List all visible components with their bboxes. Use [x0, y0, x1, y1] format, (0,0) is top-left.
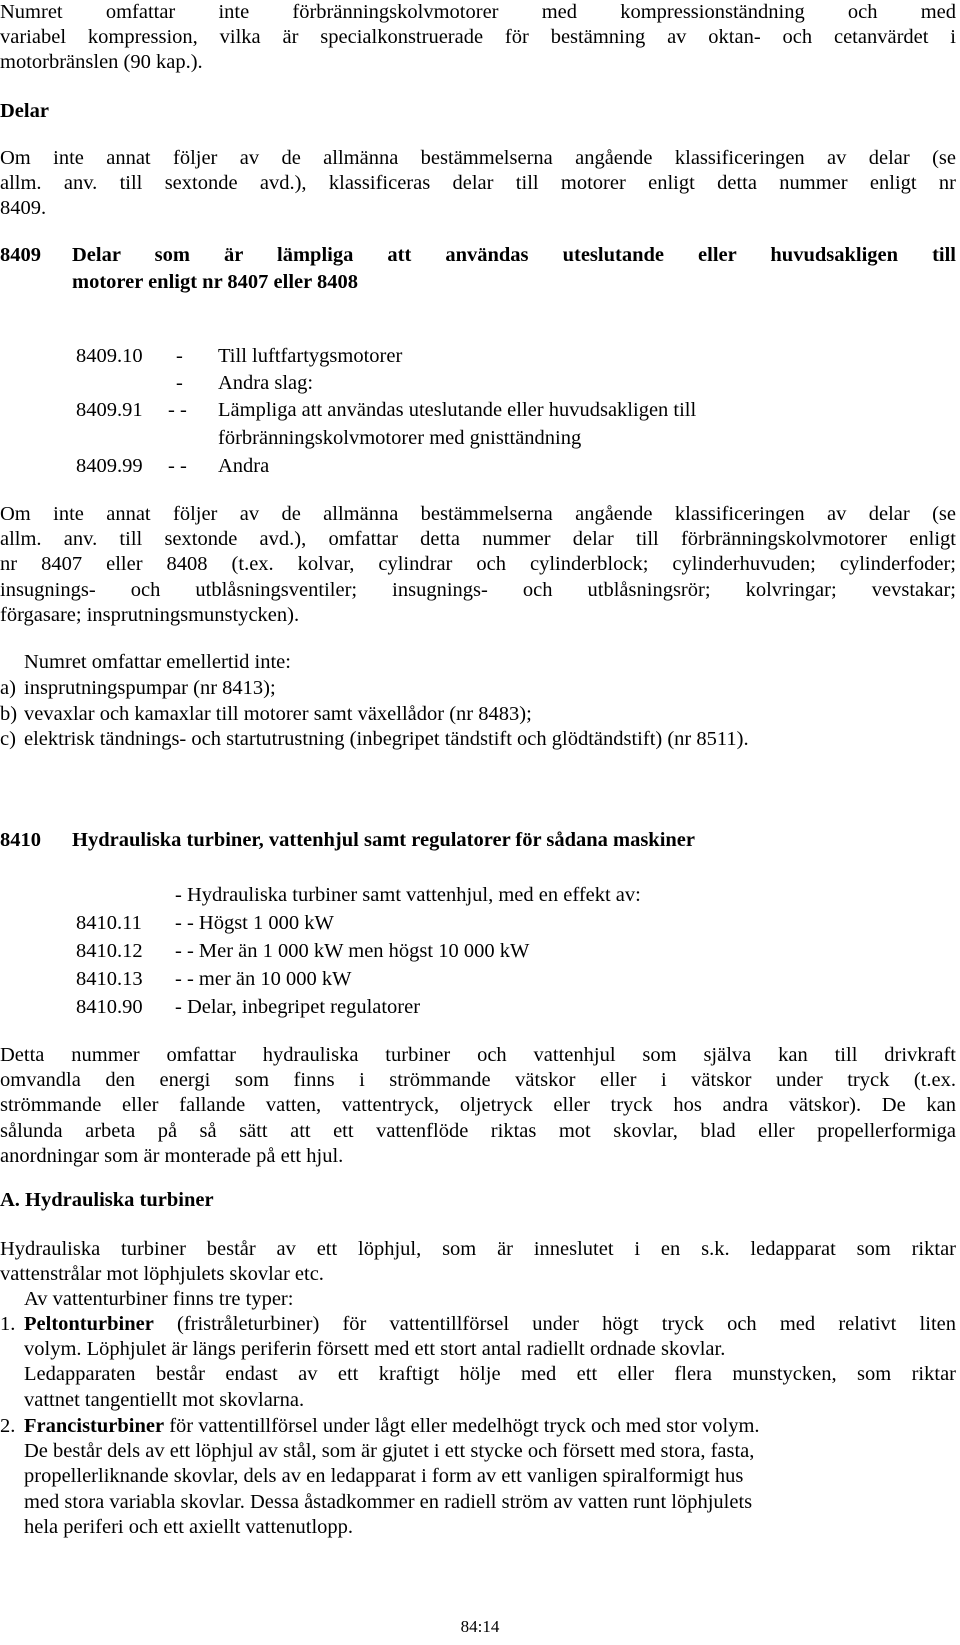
tariff-desc: förbränningskolvmotorer med gnisttändning — [218, 427, 582, 449]
type-number: 1. — [0, 1313, 16, 1335]
tariff-code: 8409.91 — [76, 399, 143, 421]
delar-heading: Delar — [0, 100, 49, 122]
exclusion-text: elektrisk tändnings- och startutrustning (inbegripet tändstift och glödtändstift) (nr 8511). — [24, 728, 749, 750]
section-a-heading: A. Hydrauliska turbiner — [0, 1189, 214, 1211]
tariff-code: 8409.10 — [76, 345, 143, 367]
type-paragraph — [24, 1312, 956, 1413]
exclusion-letter: a) — [0, 677, 16, 699]
section-a-paragraph — [0, 1237, 956, 1287]
delar-line: 8409. — [0, 197, 47, 220]
tariff-desc: Andra — [218, 455, 270, 477]
type-name: Peltonturbiner — [24, 1313, 154, 1335]
type-first-rest: (fristråleturbiner) för vattentillförsel under högt tryck och med relativt liten — [153, 1313, 956, 1335]
heading-text: Hydrauliska turbiner, vattenhjul samt regulatorer för sådana maskiner — [72, 829, 696, 851]
exclusion-text: vevaxlar och kamaxlar till motorer samt växellådor (nr 8483); — [24, 703, 532, 725]
heading-number: 8410 — [0, 829, 41, 851]
type-line: propellerliknande skovlar, dels av en ledapparat i form av ett vanligen spiralformigt hus — [24, 1465, 744, 1488]
paragraph-8409 — [0, 502, 956, 628]
type-line: Ledapparaten består endast av ett kraftigt hölje med ett eller flera munstycken, som riktar — [24, 1363, 956, 1386]
exclusion-letter: c) — [0, 728, 16, 750]
intro-paragraph — [0, 0, 956, 76]
para-line: allm. anv. till sextonde avd.), omfattar detta nummer delar till förbränningskolvmotorer enligt — [0, 528, 956, 551]
type-line: hela periferi och ett axiellt vattenutlopp. — [24, 1515, 354, 1538]
type-paragraph — [24, 1414, 956, 1540]
tariff-desc: Till luftfartygsmotorer — [218, 345, 403, 367]
para-line: sålunda arbeta på så sätt att ett vattenflöde riktas mot skovlar, blad eller propellerformiga — [0, 1119, 956, 1142]
type-line: vattnet tangentiellt mot skovlarna. — [24, 1388, 305, 1411]
tariff-code: 8410.90 — [76, 996, 143, 1018]
tariff-dash: - — [176, 345, 183, 367]
tariff-dash: - - — [168, 399, 187, 421]
para-line: omvandla den energi som finns i strömmande vätskor eller i vätskor under tryck (t.ex. — [0, 1069, 956, 1092]
types-intro: Av vattenturbiner finns tre typer: — [24, 1288, 294, 1310]
tariff-desc: - - Mer än 1 000 kW men högst 10 000 kW — [175, 940, 530, 962]
para-line: strömmande eller fallande vatten, vattentryck, oljetryck eller tryck hos andra vätskor). De kan — [0, 1094, 956, 1117]
type-line: De består dels av ett löphjul av stål, som är gjutet i ett stycke och försett med stora, fasta, — [24, 1440, 755, 1463]
para-line: insugnings- och utblåsningsventiler; insugnings- och utblåsningsrör; kolvringar; vevstakar; — [0, 578, 956, 601]
tariff-desc: - - Högst 1 000 kW — [175, 912, 334, 934]
type-name: Francisturbiner — [24, 1415, 165, 1437]
delar-line: allm. anv. till sextonde avd.), klassificeras delar till motorer enligt detta nummer enligt nr — [0, 172, 956, 195]
tariff-desc: Lämpliga att användas uteslutande eller huvudsakligen till — [218, 399, 697, 421]
heading-line: motorer enligt nr 8407 eller 8408 — [72, 271, 358, 293]
tariff-dash: - - — [168, 455, 187, 477]
heading-line: Delar som är lämpliga att användas uteslutande eller huvudsakligen till — [72, 244, 956, 266]
page-number: 84:14 — [460, 1617, 500, 1636]
exclusions-intro: Numret omfattar emellertid inte: — [24, 651, 291, 673]
para-line: Hydrauliska turbiner består av ett löphjul, som är inneslutet i en s.k. ledapparat som riktar — [0, 1238, 956, 1260]
intro-line: Numret omfattar inte förbränningskolvmotorer med kompressionständning och med — [0, 1, 956, 23]
tariff-desc: - Delar, inbegripet regulatorer — [175, 996, 421, 1018]
type-first-line — [24, 1414, 956, 1439]
tariff-code: 8409.99 — [76, 455, 143, 477]
type-line: volym. Löphjulet är längs periferin försett med ett stort antal radiellt ordnade skovlar. — [24, 1338, 726, 1361]
para-line: Detta nummer omfattar hydrauliska turbiner och vattenhjul som själva kan till drivkraft — [0, 1044, 956, 1066]
tariff-code: 8410.13 — [76, 968, 143, 990]
heading-text — [72, 243, 956, 297]
delar-paragraph — [0, 146, 956, 222]
paragraph-8410 — [0, 1043, 956, 1169]
para-line: vattenstrålar mot löphjulets skovlar etc. — [0, 1263, 324, 1286]
para-line: förgasare; insprutningsmunstycken). — [0, 603, 300, 626]
tariff-desc: - Hydrauliska turbiner samt vattenhjul, med en effekt av: — [175, 884, 641, 906]
type-first-rest: för vattentillförsel under lågt eller medelhögt tryck och med stor volym. — [164, 1415, 760, 1437]
tariff-dash: - — [176, 372, 183, 394]
heading-number: 8409 — [0, 244, 41, 266]
para-line: nr 8407 eller 8408 (t.ex. kolvar, cylindrar och cylinderblock; cylinderhuvuden; cylinderfoder; — [0, 553, 956, 576]
heading-8409 — [0, 243, 956, 297]
type-first-line — [24, 1312, 956, 1337]
intro-line: variabel kompression, vilka är specialkonstruerade för bestämning av oktan- och cetanvärdet i — [0, 26, 956, 49]
type-line: med stora variabla skovlar. Dessa åstadkommer en radiell ström av vatten runt löphjulets — [24, 1490, 753, 1513]
intro-line: motorbränslen (90 kap.). — [0, 51, 203, 74]
tariff-code: 8410.11 — [76, 912, 142, 934]
exclusion-letter: b) — [0, 703, 18, 725]
tariff-desc: Andra slag: — [218, 372, 314, 394]
tariff-desc: - - mer än 10 000 kW — [175, 968, 352, 990]
type-number: 2. — [0, 1415, 16, 1437]
delar-line: Om inte annat följer av de allmänna bestämmelserna angående klassificeringen av delar (se — [0, 147, 956, 169]
tariff-code: 8410.12 — [76, 940, 143, 962]
para-line: anordningar som är monterade på ett hjul. — [0, 1144, 344, 1167]
para-line: Om inte annat följer av de allmänna bestämmelserna angående klassificeringen av delar (se — [0, 503, 956, 525]
exclusion-text: insprutningspumpar (nr 8413); — [24, 677, 276, 699]
